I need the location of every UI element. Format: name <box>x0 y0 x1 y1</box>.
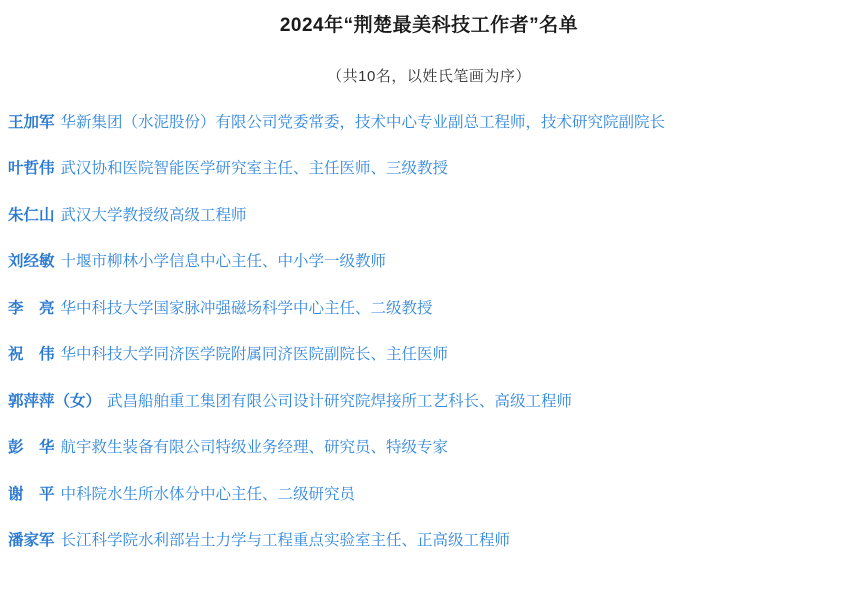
honoree-name: 郭萍萍（女） <box>8 392 102 410</box>
honoree-description: 华中科技大学同济医学院附属同济医院副院长、主任医师 <box>60 346 449 364</box>
honoree-description: 航宇救生装备有限公司特级业务经理、研究员、特级专家 <box>60 439 449 457</box>
honoree-name: 刘经敏 <box>8 253 55 271</box>
list-item <box>6 530 852 552</box>
document-page <box>0 10 858 553</box>
honoree-name: 李 亮 <box>8 299 55 317</box>
honoree-name: 谢 平 <box>8 485 55 503</box>
list-item <box>6 205 852 227</box>
page-subtitle: （共10名，以姓氏笔画为序） <box>327 68 531 85</box>
list-item <box>6 484 852 506</box>
list-item <box>6 391 852 413</box>
list-item <box>6 298 852 320</box>
honoree-name: 祝 伟 <box>8 346 55 364</box>
honoree-name: 朱仁山 <box>8 206 55 224</box>
list-item <box>6 158 852 180</box>
honoree-description: 武汉协和医院智能医学研究室主任、主任医师、三级教授 <box>60 160 449 178</box>
honoree-list <box>6 112 852 553</box>
honoree-name: 潘家军 <box>8 532 55 550</box>
honoree-name: 叶哲伟 <box>8 160 55 178</box>
list-item <box>6 251 852 273</box>
honoree-description: 华中科技大学国家脉冲强磁场科学中心主任、二级教授 <box>60 299 433 317</box>
list-item <box>6 437 852 459</box>
page-title: 2024年“荆楚最美科技工作者”名单 <box>279 15 579 36</box>
honoree-name: 彭 华 <box>8 439 55 457</box>
honoree-name: 王加军 <box>8 114 55 131</box>
honoree-description: 武昌船舶重工集团有限公司设计研究院焊接所工艺科长、高级工程师 <box>107 392 573 410</box>
honoree-description: 武汉大学教授级高级工程师 <box>60 206 247 224</box>
honoree-description: 十堰市柳林小学信息中心主任、中小学一级教师 <box>60 253 387 271</box>
honoree-description: 中科院水生所水体分中心主任、二级研究员 <box>60 485 356 503</box>
list-item <box>6 112 852 134</box>
honoree-description: 华新集团（水泥股份）有限公司党委常委，技术中心专业副总工程师，技术研究院副院长 <box>60 114 666 131</box>
honoree-description: 长江科学院水利部岩土力学与工程重点实验室主任、正高级工程师 <box>60 532 511 550</box>
list-item <box>6 344 852 366</box>
